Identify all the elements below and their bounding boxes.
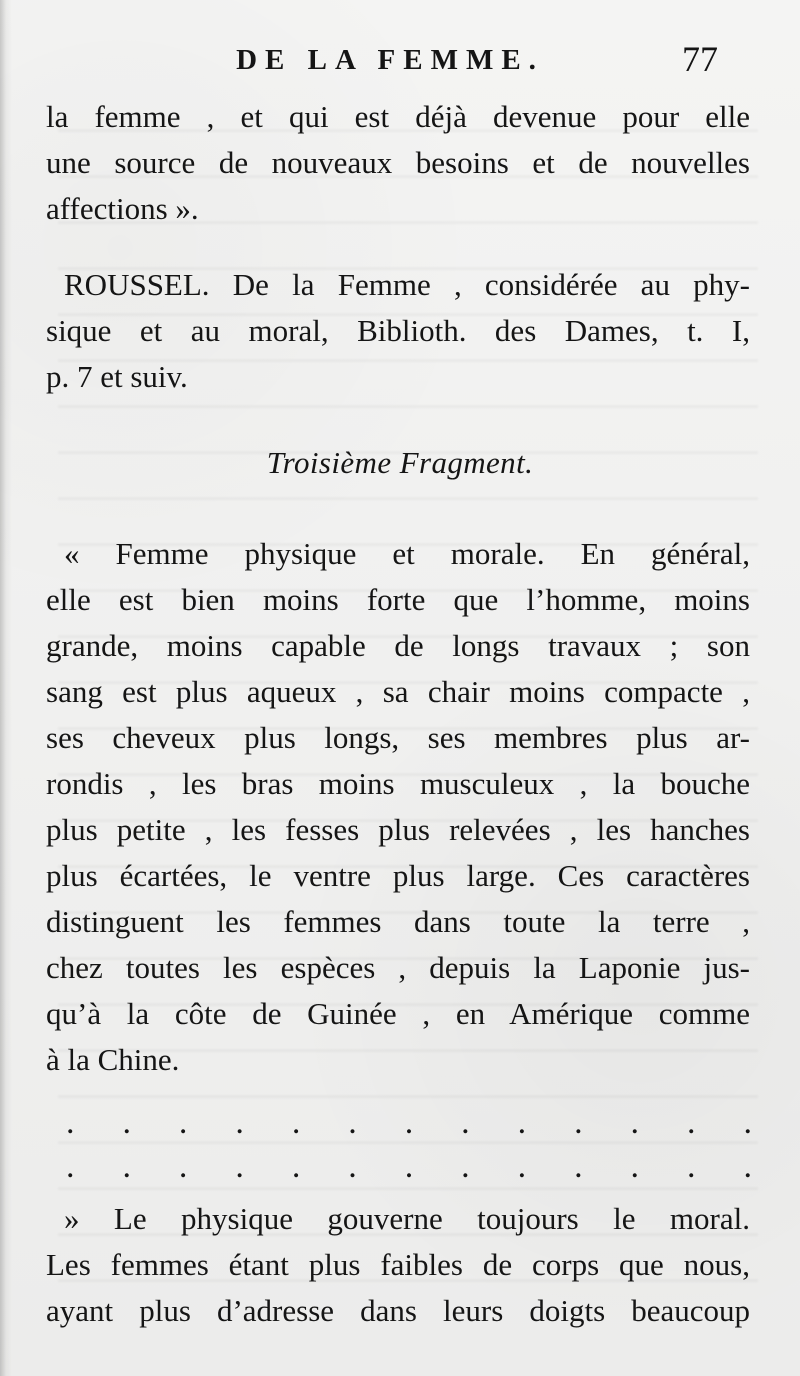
fragment-title: Troisième Fragment. bbox=[266, 445, 534, 480]
main-line-6: rondis , les bras moins musculeux , la bouche bbox=[46, 766, 750, 801]
running-head: DE LA FEMME. bbox=[236, 44, 544, 76]
dot: . bbox=[686, 1148, 696, 1185]
main-line-9: distinguent les femmes dans toute la terre , bbox=[46, 904, 750, 939]
opening-line-1: la femme , et qui est déjà devenue pour elle bbox=[46, 99, 750, 134]
page-left-shadow bbox=[0, 0, 12, 1376]
roussel-line-3: p. 7 et suiv. bbox=[46, 359, 188, 394]
dot: . bbox=[743, 1104, 752, 1141]
main-line-2: elle est bien moins forte que l’homme, moins bbox=[46, 582, 750, 617]
dot: . bbox=[686, 1104, 696, 1141]
page-header bbox=[0, 36, 800, 88]
ellipsis-row-2 bbox=[66, 1150, 752, 1184]
dot: . bbox=[630, 1148, 640, 1185]
dot: . bbox=[66, 1104, 75, 1141]
opening-line-3: affections ». bbox=[46, 191, 199, 226]
dot: . bbox=[348, 1148, 357, 1185]
dot: . bbox=[291, 1148, 301, 1185]
main-line-7: plus petite , les fesses plus relevées , les hanches bbox=[46, 812, 750, 847]
dot: . bbox=[461, 1104, 470, 1141]
dot: . bbox=[517, 1104, 527, 1141]
dot: . bbox=[404, 1148, 414, 1185]
dot: . bbox=[630, 1104, 640, 1141]
dot: . bbox=[743, 1148, 752, 1185]
main-line-1: « Femme physique et morale. En général, bbox=[64, 536, 750, 571]
page-number: 77 bbox=[682, 39, 718, 79]
main-line-3: grande, moins capable de longs travaux ; son bbox=[46, 628, 750, 663]
closing-line-2: Les femmes étant plus faibles de corps que nous, bbox=[46, 1247, 750, 1282]
dot: . bbox=[178, 1104, 188, 1141]
main-paragraph bbox=[46, 531, 750, 1083]
dot: . bbox=[291, 1104, 301, 1141]
dot: . bbox=[574, 1148, 583, 1185]
dot: . bbox=[235, 1104, 244, 1141]
dot: . bbox=[178, 1148, 188, 1185]
closing-paragraph bbox=[46, 1196, 750, 1334]
ellipsis-row-1 bbox=[66, 1106, 752, 1140]
main-line-11: qu’à la côte de Guinée , en Amérique comme bbox=[46, 996, 750, 1031]
roussel-line-2: sique et au moral, Biblioth. des Dames, t. I, bbox=[46, 313, 750, 348]
main-line-5: ses cheveux plus longs, ses membres plus ar- bbox=[46, 720, 750, 755]
main-line-10: chez toutes les espèces , depuis la Laponie jus- bbox=[46, 950, 750, 985]
dot: . bbox=[404, 1104, 414, 1141]
opening-line-2: une source de nouveaux besoins et de nouvelles bbox=[46, 145, 750, 180]
dot: . bbox=[122, 1104, 131, 1141]
dot: . bbox=[574, 1104, 583, 1141]
main-line-8: plus écartées, le ventre plus large. Ces caractères bbox=[46, 858, 750, 893]
closing-line-3: ayant plus d’adresse dans leurs doigts beaucoup bbox=[46, 1293, 750, 1328]
opening-paragraph bbox=[46, 94, 750, 232]
dot: . bbox=[235, 1148, 244, 1185]
closing-line-1: » Le physique gouverne toujours le moral. bbox=[64, 1201, 750, 1236]
dot: . bbox=[122, 1148, 131, 1185]
dot: . bbox=[461, 1148, 470, 1185]
dot: . bbox=[348, 1104, 357, 1141]
main-line-4: sang est plus aqueux , sa chair moins compacte , bbox=[46, 674, 750, 709]
roussel-reference bbox=[46, 262, 750, 400]
dot: . bbox=[517, 1148, 527, 1185]
dot: . bbox=[66, 1148, 75, 1185]
main-line-12: à la Chine. bbox=[46, 1042, 180, 1077]
roussel-line-1: ROUSSEL. De la Femme , considérée au phy- bbox=[64, 267, 750, 302]
